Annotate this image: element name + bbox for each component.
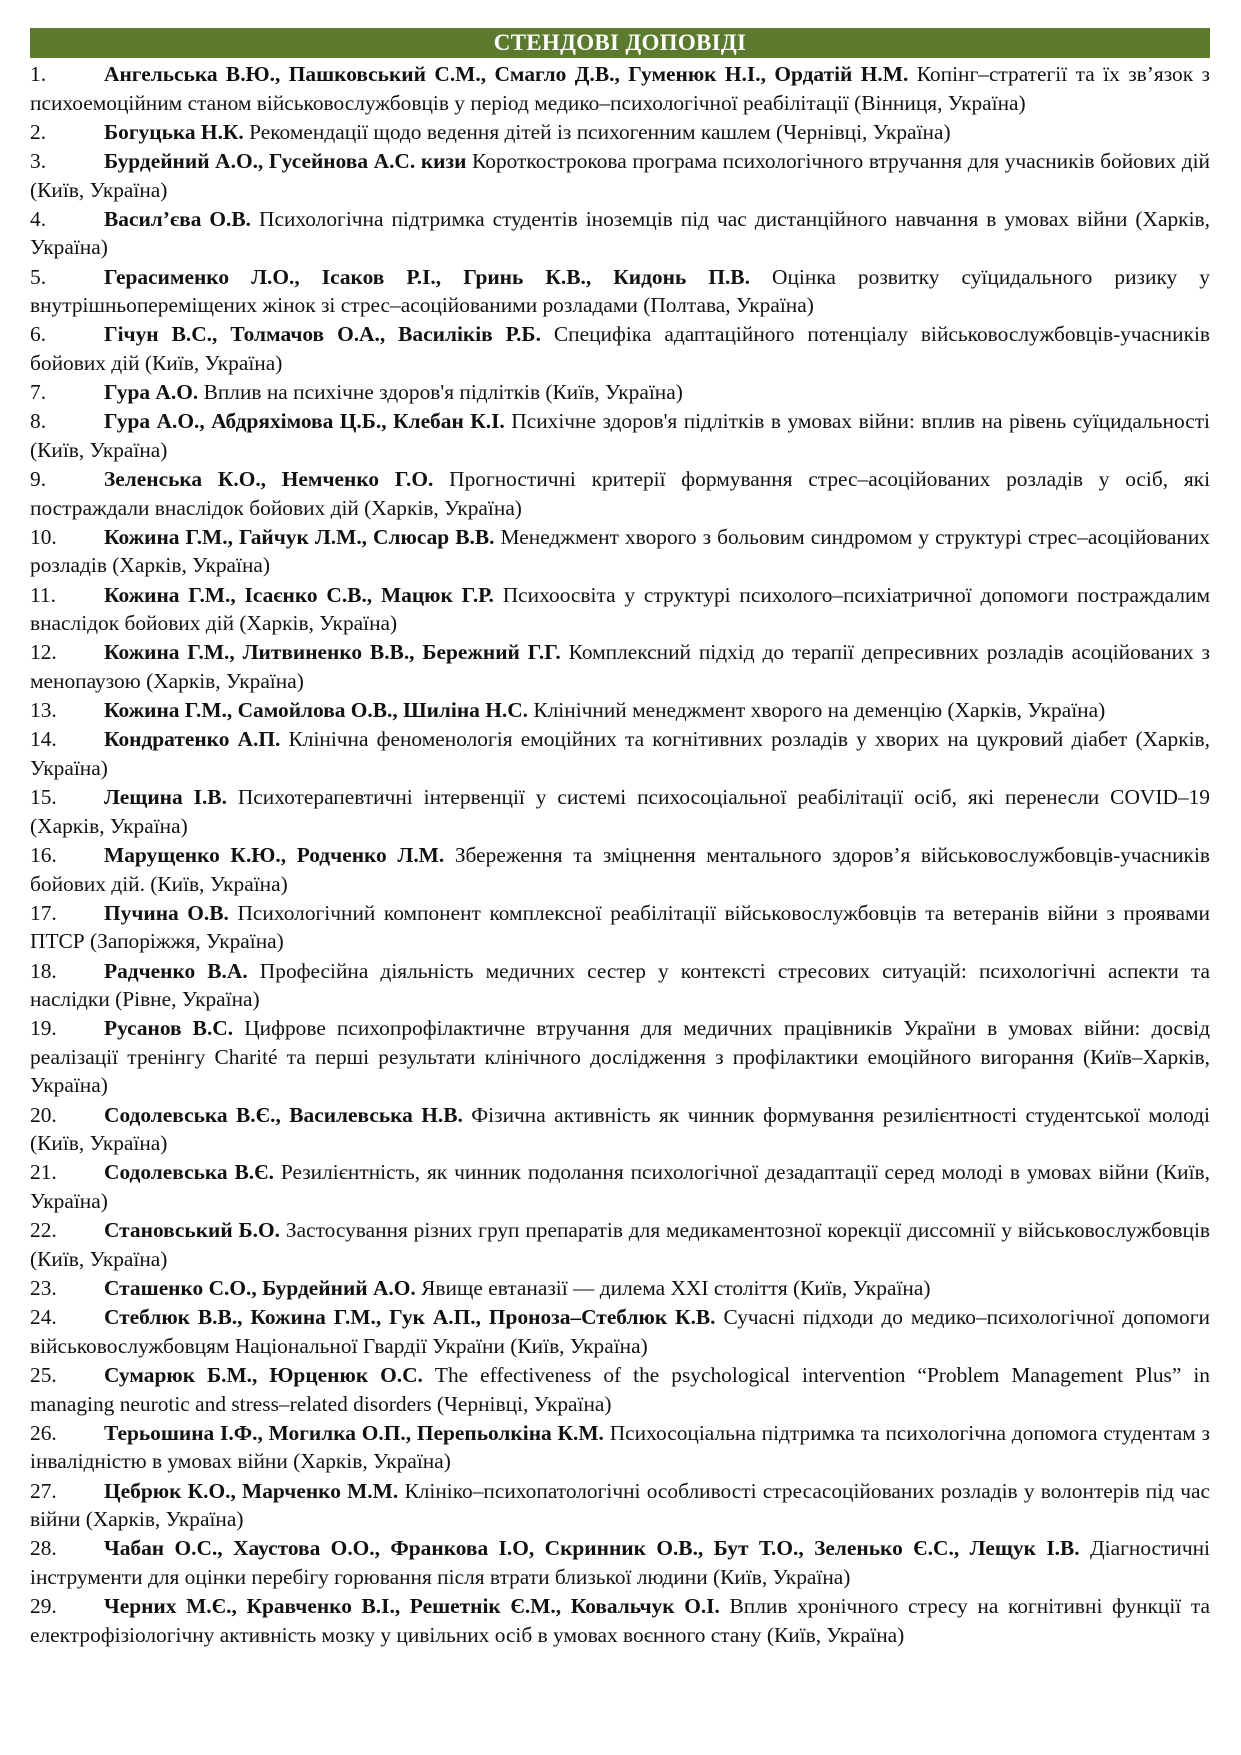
entry-authors: Кожина Г.М., Самойлова О.В., Шиліна Н.С. [104,698,528,723]
entry-authors: Кондратенко А.П. [104,727,281,752]
list-item [30,957,1210,1014]
entry-title: Психотерапевтичні інтервенції у системі психосоціальної реабілітації осіб, які перенесли COVID–19 (Харків, Україна) [30,785,1210,838]
entry-title: Комплексний підхід до терапії депресивних розладів асоційованих з менопаузою (Харків, Україна) [30,640,1210,693]
document-page [30,28,1210,1650]
list-item [30,1303,1210,1360]
entry-title: Фізична активність як чинник формування резилієнтності студентської молоді (Київ, Україна) [30,1102,1210,1156]
list-item [30,841,1210,898]
entry-authors: Кожина Г.М., Ісаєнко С.В., Мацюк Г.Р. [104,582,494,607]
entry-authors: Содолевська В.Є., Василевська Н.В. [104,1102,463,1127]
entry-title: Сучасні підходи до медико–психологічної допомоги військовослужбовцям Національної Гвардії України (Київ, Україна) [30,1305,1210,1358]
entry-title: Специфіка адаптаційного потенціалу військовослужбовців-учасників бойових дій (Київ, Україна) [30,322,1211,375]
entry-authors: Терьошина І.Ф., Могилка О.П., Перепьолкіна К.М. [104,1420,604,1445]
entry-number: 6. [30,322,47,347]
entry-number: 24. [30,1305,57,1330]
entry-title: Діагностичні інструменти для оцінки перебігу горювання після втрати близької людини (Київ, Україна) [30,1536,1210,1589]
entry-title: Клініко–психопатологічні особливості стресасоційованих розладів у волонтерів під час війни (Харків, Україна) [30,1478,1210,1532]
entry-number: 10. [30,524,57,549]
section-header-bar [30,28,1210,58]
entry-authors: Сумарюк Б.М., Юрценюк О.С. [104,1362,423,1387]
list-item [30,1158,1210,1215]
entry-title: Вплив на психічне здоров'я підлітків (Київ, Україна) [203,380,683,405]
entry-title: Явище евтаназії — дилема ХХІ століття (Київ, Україна) [421,1276,931,1300]
entry-authors: Гура А.О., Абдряхімова Ц.Б., Клебан К.І. [104,409,505,434]
list-item [30,378,1210,407]
list-item [30,1419,1210,1476]
entry-authors: Лещина І.В. [104,785,227,810]
entry-title: Психологічний компонент комплексної реабілітації військовослужбовців та ветеранів війни з проявами ПТСР (Запоріжжя, Україна) [30,900,1210,954]
list-item [30,60,1210,117]
entry-number: 27. [30,1478,57,1503]
entry-number: 15. [30,785,57,810]
entry-authors: Русанов В.С. [104,1016,234,1041]
list-item [30,263,1210,320]
entry-number: 23. [30,1276,57,1300]
entry-number: 21. [30,1160,57,1185]
entry-title: The effectiveness of the psychological intervention “Problem Management Plus” in managing neurotic and stress–related disorders (Чернівці, Україна) [30,1362,1210,1416]
entry-title: Клінічна феноменологія емоційних та когнітивних розладів у хворих на цукровий діабет (Харків, Україна) [30,727,1210,780]
entry-authors: Стеблюк В.В., Кожина Г.М., Гук А.П., Проноза–Стеблюк К.В. [104,1305,716,1330]
entry-title: Короткострокова програма психологічного втручання для учасників бойових дій (Київ, Україна) [30,148,1210,202]
list-item [30,1101,1210,1158]
entry-number: 29. [30,1594,57,1619]
list-item [30,523,1210,580]
entry-number: 14. [30,727,57,752]
entry-authors: Богуцька Н.К. [104,119,244,144]
list-item [30,205,1210,262]
entry-authors: Становський Б.О. [104,1218,281,1243]
entry-number: 16. [30,842,57,867]
entry-authors: Цебрюк К.О., Марченко М.М. [104,1478,399,1503]
list-item [30,581,1210,638]
list-item [30,696,1210,725]
entry-title: Прогностичні критерії формування стрес–асоційованих розладів у осіб, які постраждали внаслідок бойових дій (Харків, Україна) [30,467,1211,520]
list-item [30,320,1210,377]
list-item [30,725,1210,782]
entry-authors: Пучина О.В. [104,900,229,925]
entry-number: 19. [30,1016,57,1041]
entry-title: Вплив хронічного стресу на когнітивні функції та електрофізіологічну активність мозку у цивільних осіб в умовах воєнного стану (Київ, Україна) [30,1594,1210,1647]
entry-authors: Гічун В.С., Толмачов О.А., Василіків Р.Б. [104,322,541,347]
entry-title: Менеджмент хворого з больовим синдромом у структурі стрес–асоційованих розладів (Харків, Україна) [30,524,1210,578]
section-title: СТЕНДОВІ ДОПОВІДІ [493,30,747,55]
entry-number: 8. [30,409,47,434]
entry-number: 18. [30,958,57,983]
entry-authors: Содолевська В.Є. [104,1160,274,1185]
entry-title: Психоосвіта у структурі психолого–психіатричної допомоги постраждалим внаслідок бойових дій (Харків, Україна) [30,582,1210,636]
entry-number: 25. [30,1362,57,1387]
entry-number: 1. [30,62,47,86]
entry-authors: Кожина Г.М., Литвиненко В.В., Бережний Г.Г. [104,640,561,665]
entry-number: 13. [30,698,57,723]
entry-title: Застосування різних груп препаратів для медикаментозної корекції диссомнії у військовослужбовців (Київ, Україна) [30,1218,1210,1271]
entry-authors: Черних М.Є., Кравченко В.І., Решетнік Є.М., Ковальчук О.І. [104,1594,720,1619]
list-item [30,638,1210,695]
entry-number: 3. [30,148,47,173]
entry-title: Професійна діяльність медичних сестер у контексті стресових ситуацій: психологічні аспекти та наслідки (Рівне, Україна) [30,958,1210,1012]
entry-title: Психологічна підтримка студентів іноземців під час дистанційного навчання в умовах війни (Харків, Україна) [30,206,1210,260]
entry-number: 9. [30,467,47,492]
entry-authors: Радченко В.А. [104,958,248,983]
entry-title: Копінг–стратегії та їх зв’язок з психоемоційним станом військовослужбовців у період медико–психологічної реабілітації (Вінниця, Україна) [30,62,1210,115]
entry-number: 26. [30,1420,57,1445]
entry-number: 20. [30,1102,57,1127]
entry-authors: Васил’єва О.В. [104,206,251,231]
entry-number: 2. [30,119,47,144]
entry-authors: Зеленська К.О., Немченко Г.О. [104,467,434,492]
entry-authors: Кожина Г.М., Гайчук Л.М., Слюсар В.В. [104,524,495,549]
list-item [30,1534,1210,1591]
list-item [30,1592,1210,1649]
entry-number: 17. [30,900,57,925]
entry-number: 28. [30,1536,57,1561]
entry-title: Психічне здоров'я підлітків в умовах війни: вплив на рівень суїцидальності (Київ, Україна) [30,409,1210,462]
entry-number: 7. [30,380,47,405]
poster-presentations-list [30,60,1210,1649]
list-item [30,783,1210,840]
list-item [30,1361,1210,1418]
entry-authors: Ангельська В.Ю., Пашковський С.М., Смагло Д.В., Гуменюк Н.І., Ордатій Н.М. [104,62,909,86]
list-item [30,147,1210,204]
entry-number: 4. [30,206,47,231]
entry-authors: Марущенко К.Ю., Родченко Л.М. [104,842,445,867]
entry-number: 22. [30,1218,57,1243]
entry-authors: Сташенко С.О., Бурдейний А.О. [104,1276,416,1300]
entry-number: 5. [30,264,47,289]
entry-title: Психосоціальна підтримка та психологічна допомога студентам з інвалідністю в умовах війни (Харків, Україна) [30,1420,1210,1474]
entry-title: Оцінка розвитку суїцидального ризику у внутрішньопереміщених жінок зі стрес–асоційованими розладами (Полтава, Україна) [30,264,1210,318]
entry-title: Клінічний менеджмент хворого на деменцію (Харків, Україна) [533,698,1106,723]
list-item [30,465,1210,522]
entry-number: 11. [30,582,56,607]
entry-title: Цифрове психопрофілактичне втручання для медичних працівників України в умовах війни: досвід реалізації тренінгу Charité та перші результати клінічного дослідження з профілактики емоційного вигорання (Київ–Харків, Україна) [30,1016,1210,1098]
entry-title: Резилієнтність, як чинник подолання психологічної дезадаптації серед молоді в умовах війни (Київ, Україна) [30,1160,1210,1214]
entry-title: Збереження та зміцнення ментального здоров’я військовослужбовців-учасників бойових дій. (Київ, Україна) [30,842,1210,896]
entry-authors: Гура А.О. [104,380,199,405]
list-item [30,407,1210,464]
entry-authors: Герасименко Л.О., Ісаков Р.І., Гринь К.В., Кидонь П.В. [104,264,750,289]
entry-authors: Чабан О.С., Хаустова О.О., Франкова І.О, Скринник О.В., Бут Т.О., Зеленько Є.С., Лещук І.В. [104,1536,1080,1561]
list-item [30,1216,1210,1273]
list-item [30,1274,1210,1303]
list-item [30,118,1210,147]
list-item [30,1014,1210,1100]
entry-title: Рекомендації щодо ведення дітей із психогенним кашлем (Чернівці, Україна) [249,119,951,144]
entry-number: 12. [30,640,57,665]
entry-authors: Бурдейний А.О., Гусейнова А.С. кизи [104,148,467,173]
list-item [30,899,1210,956]
list-item [30,1477,1210,1534]
